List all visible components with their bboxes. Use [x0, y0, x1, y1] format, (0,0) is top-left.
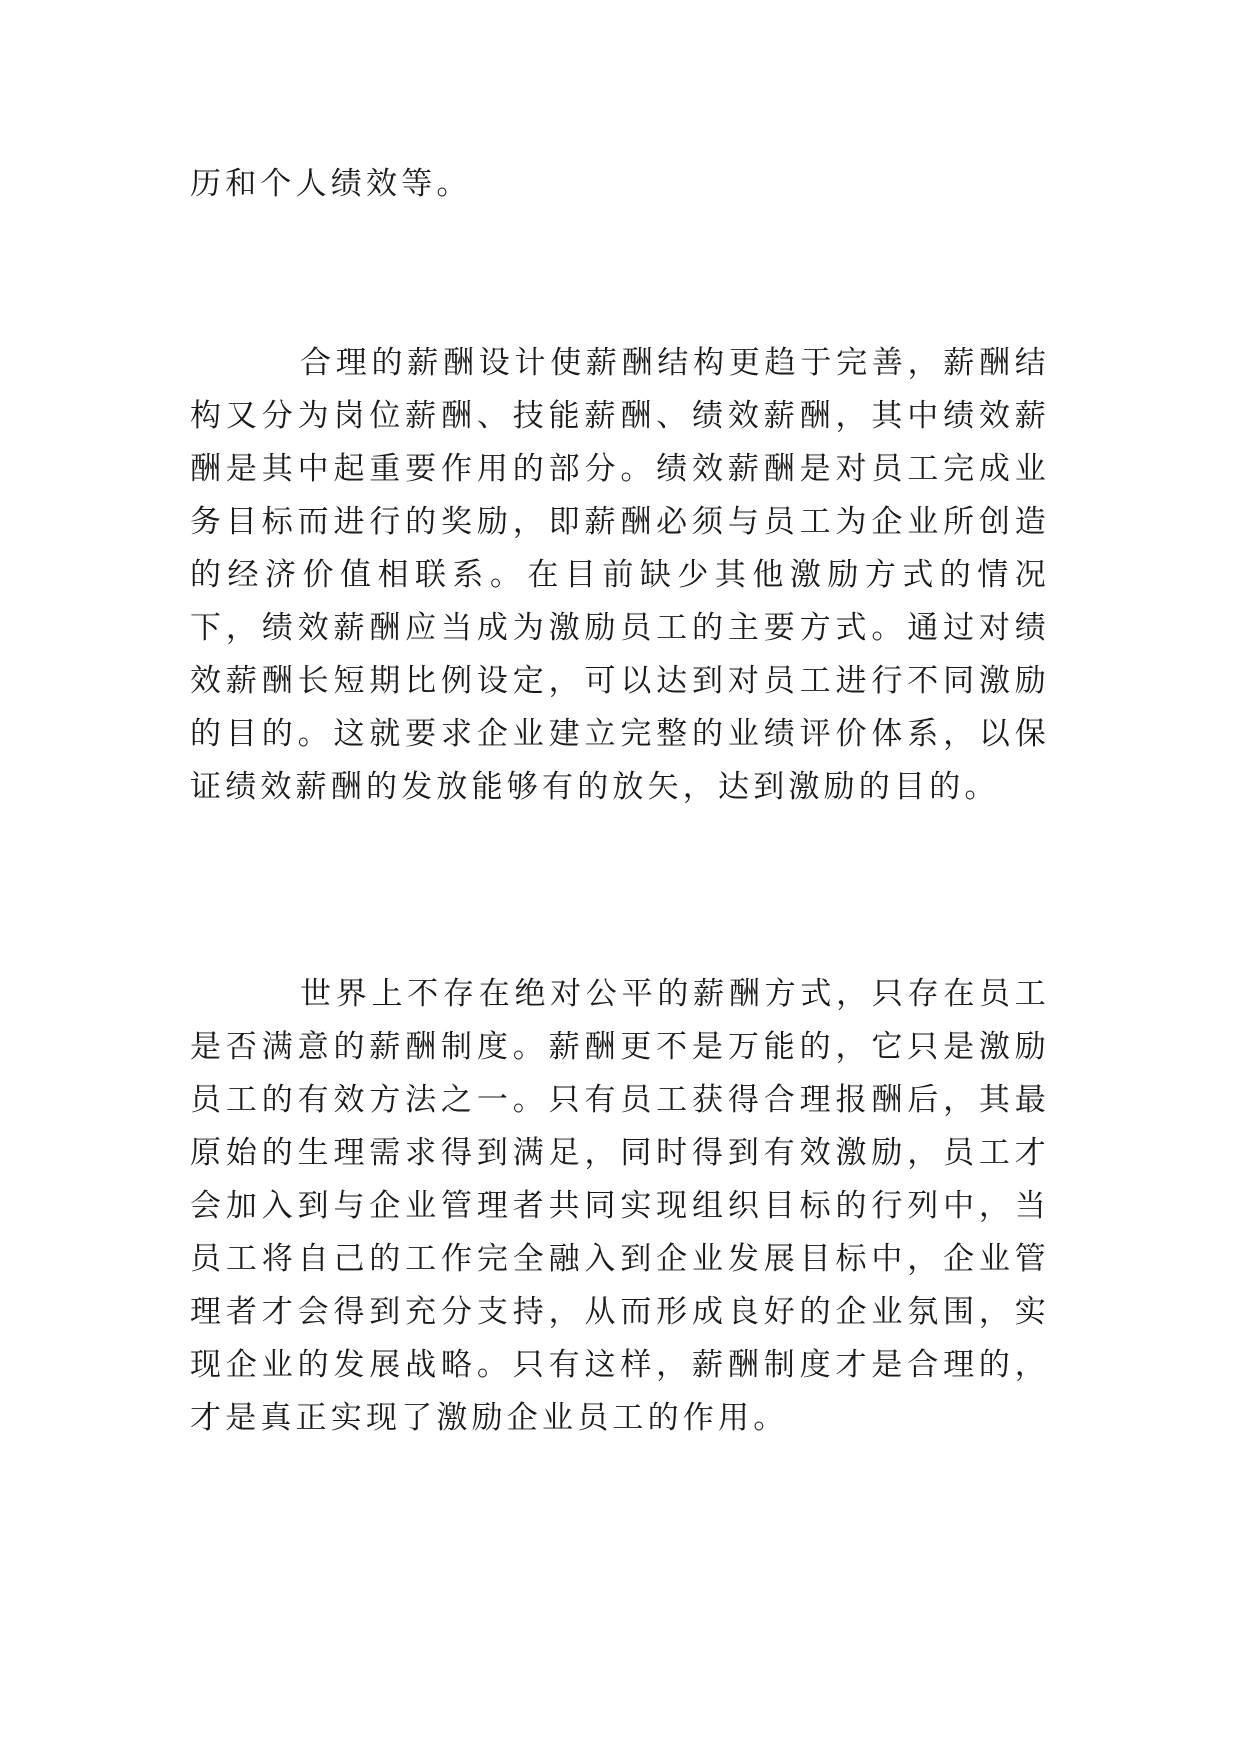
paragraph-salary-structure: 合理的薪酬设计使薪酬结构更趋于完善，薪酬结构又分为岗位薪酬、技能薪酬、绩效薪酬，其中绩效薪酬是其中起重要作用的部分。绩效薪酬是对员工完成业务目标而进行的奖励，即薪酬必须与员工为企业所创造的经济价值相联系。在目前缺少其他激励方式的情况下，绩效薪酬应当成为激励员工的主要方式。通过对绩效薪酬长短期比例设定，可以达到对员工进行不同激励的目的。这就要求企业建立完整的业绩评价体系，以保证绩效薪酬的发放能够有的放矢，达到激励的目的。: [190, 345, 1050, 805]
paragraph-salary-fairness: 世界上不存在绝对公平的薪酬方式，只存在员工是否满意的薪酬制度。薪酬更不是万能的，它只是激励员工的有效方法之一。只有员工获得合理报酬后，其最原始的生理需求得到满足，同时得到有效激励，员工才会加入到与企业管理者共同实现组织目标的行列中，当员工将自己的工作完全融入到企业发展目标中，企业管理者才会得到充分支持，从而形成良好的企业氛围，实现企业的发展战略。只有这样，薪酬制度才是合理的，才是真正实现了激励企业员工的作用。: [190, 976, 1050, 1436]
paragraph-continuation: 历和个人绩效等。: [190, 166, 472, 202]
